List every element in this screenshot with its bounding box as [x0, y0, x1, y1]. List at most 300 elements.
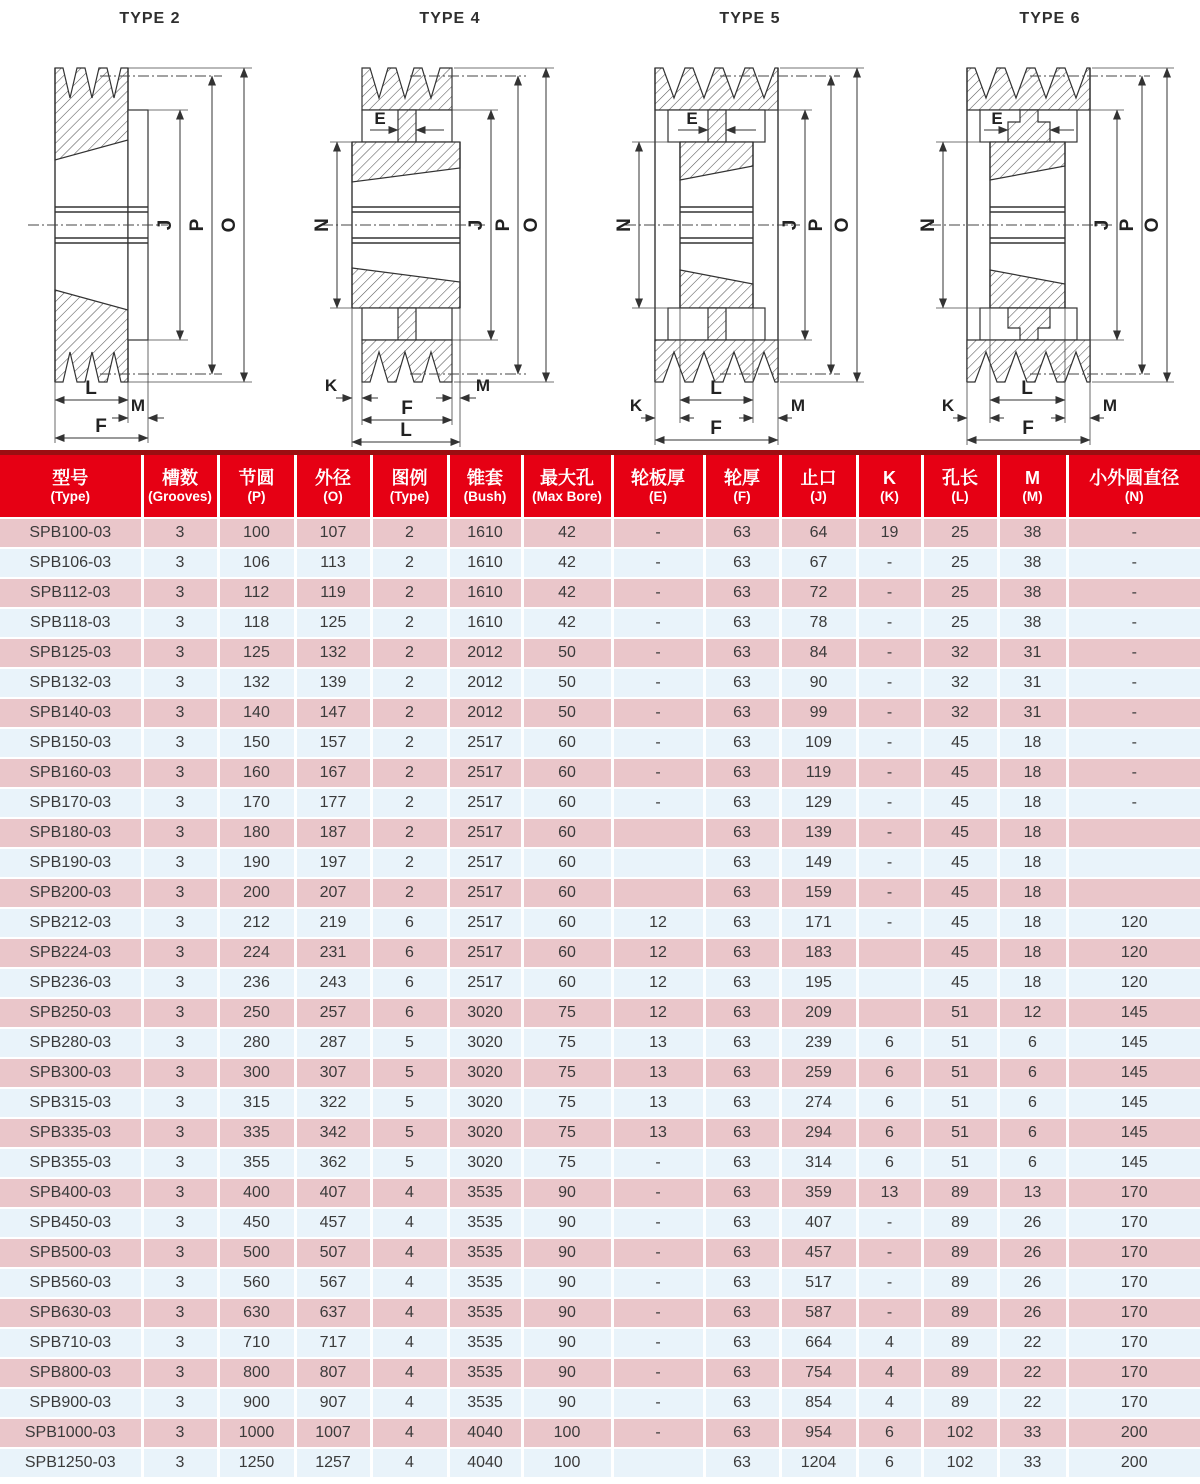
table-cell: 3: [142, 1148, 218, 1178]
table-cell: SPB710-03: [0, 1328, 142, 1358]
table-cell: 38: [998, 548, 1067, 578]
table-cell: 157: [295, 728, 371, 758]
dim-label-m: M: [790, 396, 806, 415]
column-header-l: 孔长 (L): [922, 455, 998, 518]
table-cell: 6: [998, 1088, 1067, 1118]
table-cell: 4: [857, 1388, 922, 1418]
table-cell: SPB900-03: [0, 1388, 142, 1418]
table-cell: -: [857, 758, 922, 788]
table-cell: 89: [922, 1298, 998, 1328]
table-cell: 63: [704, 1118, 780, 1148]
table-cell: 4: [371, 1328, 448, 1358]
table-cell: -: [612, 578, 704, 608]
table-cell: 13: [612, 1028, 704, 1058]
table-cell: [857, 938, 922, 968]
table-cell: 5: [371, 1028, 448, 1058]
table-cell: 50: [522, 638, 612, 668]
table-cell: 22: [998, 1328, 1067, 1358]
table-cell: 200: [218, 878, 295, 908]
table-cell: -: [612, 698, 704, 728]
table-cell: 90: [780, 668, 857, 698]
table-cell: 3: [142, 548, 218, 578]
dim-label-o: O: [521, 217, 542, 233]
table-cell: 129: [780, 788, 857, 818]
dim-label-j: J: [466, 219, 487, 231]
table-cell: 32: [922, 638, 998, 668]
table-cell: 1000: [218, 1418, 295, 1448]
table-cell: 63: [704, 998, 780, 1028]
table-cell: -: [612, 1268, 704, 1298]
table-cell: 4040: [448, 1448, 522, 1478]
table-cell: 139: [295, 668, 371, 698]
table-cell: 170: [1067, 1388, 1200, 1418]
diagram-type-2: [0, 0, 300, 450]
diagram-strip: [0, 0, 1200, 450]
table-cell: -: [1067, 608, 1200, 638]
table-cell: 6: [857, 1088, 922, 1118]
table-cell: -: [612, 548, 704, 578]
table-cell: 63: [704, 908, 780, 938]
table-cell: -: [857, 788, 922, 818]
table-row: [0, 758, 1200, 788]
table-cell: 2: [371, 608, 448, 638]
table-cell: 170: [1067, 1328, 1200, 1358]
table-cell: 209: [780, 998, 857, 1028]
table-cell: 1610: [448, 518, 522, 548]
table-cell: 25: [922, 578, 998, 608]
table-cell: 18: [998, 938, 1067, 968]
column-header-bush: 锥套 (Bush): [448, 455, 522, 518]
table-cell: 33: [998, 1418, 1067, 1448]
table-cell: 145: [1067, 1148, 1200, 1178]
table-cell: [1067, 848, 1200, 878]
table-cell: SPB335-03: [0, 1118, 142, 1148]
table-cell: 3535: [448, 1358, 522, 1388]
table-cell: 457: [780, 1238, 857, 1268]
table-cell: 100: [522, 1418, 612, 1448]
table-cell: 6: [998, 1028, 1067, 1058]
table-cell: SPB300-03: [0, 1058, 142, 1088]
table-cell: 63: [704, 1268, 780, 1298]
table-cell: SPB190-03: [0, 848, 142, 878]
table-cell: 5: [371, 1058, 448, 1088]
table-cell: 90: [522, 1268, 612, 1298]
table-cell: 2: [371, 638, 448, 668]
table-cell: -: [857, 908, 922, 938]
table-cell: 170: [1067, 1298, 1200, 1328]
table-cell: 45: [922, 788, 998, 818]
type-6-drawing: [900, 30, 1200, 450]
table-cell: -: [857, 878, 922, 908]
table-cell: SPB355-03: [0, 1148, 142, 1178]
table-cell: 63: [704, 1448, 780, 1478]
table-cell: 4040: [448, 1418, 522, 1448]
table-cell: 177: [295, 788, 371, 818]
table-cell: 75: [522, 1058, 612, 1088]
dim-label-o: O: [832, 217, 853, 233]
table-cell: 63: [704, 1238, 780, 1268]
table-row: [0, 968, 1200, 998]
table-cell: -: [857, 608, 922, 638]
table-cell: 63: [704, 1298, 780, 1328]
table-cell: 2: [371, 548, 448, 578]
table-cell: 6: [857, 1448, 922, 1478]
table-cell: 38: [998, 518, 1067, 548]
table-cell: 560: [218, 1268, 295, 1298]
table-cell: 1610: [448, 548, 522, 578]
table-cell: 954: [780, 1418, 857, 1448]
table-cell: 12: [612, 938, 704, 968]
dim-label-e: E: [686, 109, 698, 128]
table-cell: 26: [998, 1298, 1067, 1328]
table-cell: 3: [142, 878, 218, 908]
table-row: [0, 878, 1200, 908]
table-cell: 200: [1067, 1418, 1200, 1448]
table-row: [0, 788, 1200, 818]
table-cell: 160: [218, 758, 295, 788]
table-cell: 38: [998, 578, 1067, 608]
table-cell: 140: [218, 698, 295, 728]
table-cell: SPB160-03: [0, 758, 142, 788]
table-cell: 6: [998, 1118, 1067, 1148]
diagram-type-4: [300, 0, 600, 450]
table-cell: 63: [704, 578, 780, 608]
table-cell: 63: [704, 608, 780, 638]
table-cell: 12: [612, 968, 704, 998]
table-cell: 3: [142, 1178, 218, 1208]
table-cell: 457: [295, 1208, 371, 1238]
table-cell: 315: [218, 1088, 295, 1118]
table-cell: 145: [1067, 998, 1200, 1028]
column-header-m: M (M): [998, 455, 1067, 518]
column-header-grooves: 槽数 (Grooves): [142, 455, 218, 518]
dim-label-k: K: [324, 376, 338, 395]
table-cell: 63: [704, 1388, 780, 1418]
table-cell: 63: [704, 1058, 780, 1088]
table-cell: [612, 818, 704, 848]
table-cell: 90: [522, 1298, 612, 1328]
table-row: [0, 1178, 1200, 1208]
table-cell: 31: [998, 638, 1067, 668]
table-cell: 18: [998, 818, 1067, 848]
table-cell: 120: [1067, 938, 1200, 968]
table-cell: 500: [218, 1238, 295, 1268]
table-cell: 13: [612, 1058, 704, 1088]
table-cell: SPB560-03: [0, 1268, 142, 1298]
table-cell: [612, 1448, 704, 1478]
table-cell: -: [612, 1358, 704, 1388]
table-cell: 2012: [448, 668, 522, 698]
table-cell: 3535: [448, 1298, 522, 1328]
table-cell: 125: [295, 608, 371, 638]
table-cell: 33: [998, 1448, 1067, 1478]
table-row: [0, 608, 1200, 638]
table-cell: 75: [522, 998, 612, 1028]
table-cell: 60: [522, 968, 612, 998]
table-cell: 3: [142, 638, 218, 668]
table-cell: 3: [142, 668, 218, 698]
table-cell: 6: [371, 938, 448, 968]
table-row: [0, 1088, 1200, 1118]
table-cell: SPB106-03: [0, 548, 142, 578]
table-cell: -: [857, 668, 922, 698]
table-cell: -: [857, 848, 922, 878]
table-cell: 3535: [448, 1208, 522, 1238]
table-cell: -: [612, 1148, 704, 1178]
table-row: [0, 518, 1200, 548]
table-cell: 90: [522, 1358, 612, 1388]
table-cell: 2: [371, 818, 448, 848]
table-cell: 3: [142, 608, 218, 638]
table-cell: 207: [295, 878, 371, 908]
table-cell: SPB100-03: [0, 518, 142, 548]
table-cell: 60: [522, 938, 612, 968]
table-cell: 1204: [780, 1448, 857, 1478]
column-header-od: 外径 (O): [295, 455, 371, 518]
dim-label-j: J: [780, 219, 801, 231]
table-cell: 18: [998, 848, 1067, 878]
table-cell: 63: [704, 848, 780, 878]
table-cell: 2: [371, 578, 448, 608]
table-cell: SPB170-03: [0, 788, 142, 818]
table-row: [0, 1268, 1200, 1298]
table-cell: 149: [780, 848, 857, 878]
table-row: [0, 818, 1200, 848]
table-cell: 63: [704, 1358, 780, 1388]
table-cell: 6: [857, 1148, 922, 1178]
table-cell: 170: [1067, 1268, 1200, 1298]
table-cell: 5: [371, 1088, 448, 1118]
table-cell: 75: [522, 1148, 612, 1178]
column-header-figure: 图例 (Type): [371, 455, 448, 518]
table-cell: 710: [218, 1328, 295, 1358]
table-cell: 31: [998, 698, 1067, 728]
table-row: [0, 578, 1200, 608]
table-cell: 2: [371, 698, 448, 728]
table-cell: 145: [1067, 1088, 1200, 1118]
table-cell: 18: [998, 758, 1067, 788]
table-cell: 335: [218, 1118, 295, 1148]
table-cell: 754: [780, 1358, 857, 1388]
table-cell: 2: [371, 848, 448, 878]
table-cell: 6: [857, 1418, 922, 1448]
table-cell: 170: [218, 788, 295, 818]
table-cell: 200: [1067, 1448, 1200, 1478]
table-cell: 26: [998, 1268, 1067, 1298]
table-cell: 3535: [448, 1238, 522, 1268]
table-cell: SPB140-03: [0, 698, 142, 728]
table-cell: 63: [704, 1088, 780, 1118]
table-cell: 50: [522, 698, 612, 728]
table-cell: 3: [142, 1418, 218, 1448]
table-row: [0, 698, 1200, 728]
table-cell: 800: [218, 1358, 295, 1388]
table-cell: 90: [522, 1328, 612, 1358]
table-row: [0, 548, 1200, 578]
table-cell: 212: [218, 908, 295, 938]
table-cell: 132: [295, 638, 371, 668]
table-cell: -: [1067, 668, 1200, 698]
table-cell: SPB224-03: [0, 938, 142, 968]
table-cell: 274: [780, 1088, 857, 1118]
table-cell: -: [1067, 518, 1200, 548]
table-cell: 13: [998, 1178, 1067, 1208]
table-cell: 63: [704, 968, 780, 998]
table-cell: 1610: [448, 578, 522, 608]
table-cell: 4: [371, 1268, 448, 1298]
table-cell: 107: [295, 518, 371, 548]
table-cell: 6: [857, 1118, 922, 1148]
diagram-title: TYPE 4: [419, 10, 481, 27]
table-cell: -: [1067, 548, 1200, 578]
table-cell: [612, 878, 704, 908]
table-cell: 2517: [448, 818, 522, 848]
table-cell: 45: [922, 818, 998, 848]
table-cell: 5: [371, 1118, 448, 1148]
table-cell: 18: [998, 788, 1067, 818]
table-cell: SPB118-03: [0, 608, 142, 638]
table-cell: 63: [704, 518, 780, 548]
table-cell: 42: [522, 518, 612, 548]
dim-label-f: F: [1022, 418, 1034, 439]
table-cell: 3: [142, 1118, 218, 1148]
dim-label-e: E: [991, 109, 1003, 128]
table-cell: 1007: [295, 1418, 371, 1448]
table-cell: 32: [922, 698, 998, 728]
table-cell: 2: [371, 518, 448, 548]
table-cell: 60: [522, 788, 612, 818]
table-cell: 60: [522, 728, 612, 758]
table-cell: 60: [522, 908, 612, 938]
table-cell: 4: [371, 1448, 448, 1478]
table-cell: -: [612, 1388, 704, 1418]
column-header-e: 轮板厚 (E): [612, 455, 704, 518]
table-cell: 259: [780, 1058, 857, 1088]
table-cell: 2: [371, 668, 448, 698]
table-cell: 300: [218, 1058, 295, 1088]
spec-table-header: [0, 455, 1200, 518]
table-cell: SPB212-03: [0, 908, 142, 938]
table-cell: 170: [1067, 1358, 1200, 1388]
table-cell: 807: [295, 1358, 371, 1388]
table-cell: SPB630-03: [0, 1298, 142, 1328]
table-cell: 3020: [448, 1058, 522, 1088]
table-cell: 3: [142, 1298, 218, 1328]
table-cell: 3020: [448, 1088, 522, 1118]
table-cell: 2: [371, 878, 448, 908]
table-cell: 6: [857, 1058, 922, 1088]
table-cell: 63: [704, 1418, 780, 1448]
table-row: [0, 638, 1200, 668]
table-cell: 89: [922, 1178, 998, 1208]
table-cell: 32: [922, 668, 998, 698]
table-cell: 407: [780, 1208, 857, 1238]
table-cell: 4: [857, 1328, 922, 1358]
table-cell: 322: [295, 1088, 371, 1118]
table-cell: 3: [142, 1028, 218, 1058]
table-cell: 4: [371, 1208, 448, 1238]
table-cell: 89: [922, 1268, 998, 1298]
table-cell: 3020: [448, 998, 522, 1028]
table-cell: 567: [295, 1268, 371, 1298]
column-header-type: 型号 (Type): [0, 455, 142, 518]
table-cell: 63: [704, 1178, 780, 1208]
diagram-type-6: [900, 0, 1200, 450]
table-cell: 3: [142, 1088, 218, 1118]
table-cell: 3535: [448, 1328, 522, 1358]
dim-label-f: F: [710, 418, 722, 439]
table-cell: 3: [142, 758, 218, 788]
table-cell: 90: [522, 1388, 612, 1418]
diagram-title: TYPE 2: [119, 10, 181, 27]
table-cell: 195: [780, 968, 857, 998]
table-cell: SPB112-03: [0, 578, 142, 608]
table-cell: 64: [780, 518, 857, 548]
table-cell: 2517: [448, 728, 522, 758]
table-cell: 3: [142, 1238, 218, 1268]
table-cell: 63: [704, 758, 780, 788]
table-cell: 45: [922, 758, 998, 788]
table-cell: 3535: [448, 1268, 522, 1298]
table-cell: 3: [142, 1328, 218, 1358]
table-cell: 89: [922, 1238, 998, 1268]
table-cell: 280: [218, 1028, 295, 1058]
table-cell: 38: [998, 608, 1067, 638]
table-cell: 75: [522, 1028, 612, 1058]
dim-label-f: F: [401, 398, 413, 419]
table-cell: 89: [922, 1208, 998, 1238]
table-cell: 197: [295, 848, 371, 878]
table-row: [0, 1118, 1200, 1148]
table-row: [0, 848, 1200, 878]
table-cell: 51: [922, 1058, 998, 1088]
table-cell: 6: [857, 1028, 922, 1058]
table-cell: -: [1067, 578, 1200, 608]
column-header-pitch: 节圆 (P): [218, 455, 295, 518]
table-cell: 45: [922, 878, 998, 908]
table-cell: 171: [780, 908, 857, 938]
table-cell: SPB1000-03: [0, 1418, 142, 1448]
table-cell: SPB125-03: [0, 638, 142, 668]
table-cell: 250: [218, 998, 295, 1028]
table-cell: 187: [295, 818, 371, 848]
table-cell: 3: [142, 968, 218, 998]
table-cell: 90: [522, 1238, 612, 1268]
table-cell: 400: [218, 1178, 295, 1208]
table-cell: 3: [142, 848, 218, 878]
table-cell: 63: [704, 698, 780, 728]
table-cell: 120: [1067, 968, 1200, 998]
table-cell: -: [857, 1268, 922, 1298]
table-cell: 239: [780, 1028, 857, 1058]
table-row: [0, 668, 1200, 698]
table-cell: 6: [998, 1148, 1067, 1178]
table-cell: 3535: [448, 1388, 522, 1418]
table-cell: 359: [780, 1178, 857, 1208]
table-cell: 89: [922, 1388, 998, 1418]
dim-label-o: O: [1142, 217, 1163, 233]
table-cell: 145: [1067, 1028, 1200, 1058]
table-cell: -: [1067, 788, 1200, 818]
dim-label-p: P: [1117, 218, 1138, 232]
table-row: [0, 1148, 1200, 1178]
table-cell: 75: [522, 1118, 612, 1148]
table-cell: 4: [857, 1358, 922, 1388]
table-cell: 1250: [218, 1448, 295, 1478]
table-cell: 19: [857, 518, 922, 548]
table-cell: 13: [857, 1178, 922, 1208]
table-cell: -: [612, 1298, 704, 1328]
